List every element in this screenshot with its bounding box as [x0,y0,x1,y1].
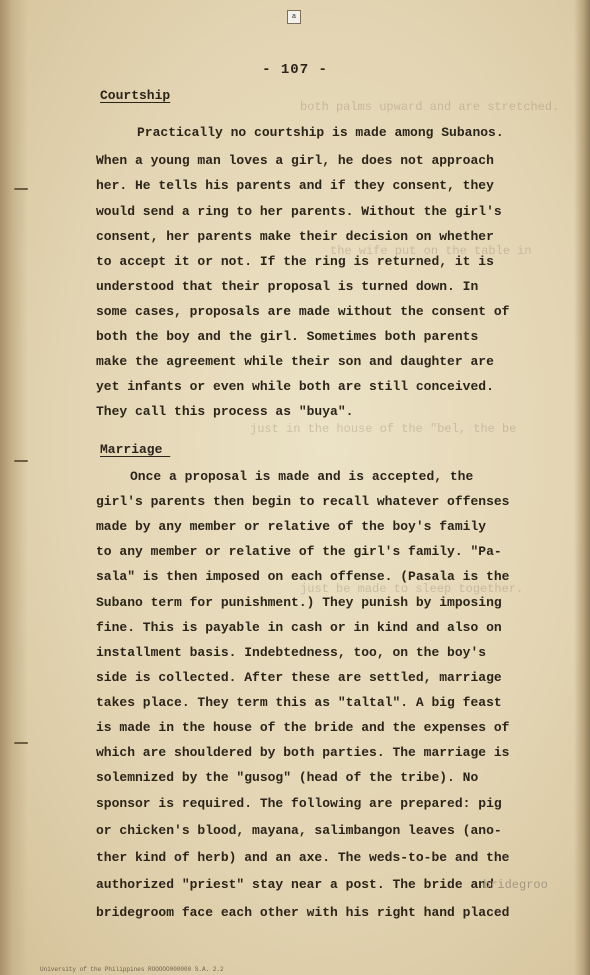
text-line: is made in the house of the bride and the expenses of [96,720,510,735]
section-heading-courtship: Courtship [100,88,171,103]
text-line: her. He tells his parents and if they consent, they [96,178,494,193]
overflow-typed-word: bridegroo [483,878,548,892]
text-line: installment basis. Indebtedness, too, on the boy's [96,645,487,660]
bleed-through-text: both palms upward and are stretched. [300,100,560,114]
text-line: side is collected. After these are settled, marriage [96,670,502,685]
text-line: fine. This is payable in cash or in kind and also on [96,620,502,635]
binding-mark [14,742,28,744]
text-line: both the boy and the girl. Sometimes both parents [96,329,479,344]
text-line: authorized "priest" stay near a post. The bride and [96,877,494,892]
text-line: or chicken's blood, mayana, salimbangon leaves (ano- [96,823,502,838]
page-edge [574,0,590,975]
text-line: ther kind of herb) and an axe. The weds-to-be and the [96,850,510,865]
binding-shadow [0,0,28,975]
text-line: takes place. They term this as "taltal". A big feast [96,695,502,710]
text-line: to accept it or not. If the ring is returned, it is [96,254,494,269]
binding-mark [14,460,28,462]
bleed-through-text: just in the house of the "bel, the be [250,422,517,436]
text-line: bridegroom face each other with his right hand placed [96,905,510,920]
text-line: sala" is then imposed on each offense. (Pasala is the [96,569,510,584]
text-line: to any member or relative of the girl's family. "Pa- [96,544,502,559]
text-line: yet infants or even while both are still conceived. [96,379,494,394]
text-line: sponsor is required. The following are prepared: pig [96,796,502,811]
binding-mark [14,188,28,190]
text-line: make the agreement while their son and daughter are [96,354,494,369]
text-line: some cases, proposals are made without the consent of [96,304,510,319]
archive-footer: University of the Philippines ROOOOO000000 S.A. 2.2 [40,966,224,973]
text-line: which are shouldered by both parties. The marriage is [96,745,510,760]
page-number: - 107 - [262,62,328,78]
text-line: made by any member or relative of the boy's family [96,519,487,534]
bleed-through-text: the wife put on the table in [330,244,532,258]
text-line: Subano term for punishment.) They punish by imposing [96,595,502,610]
text-line: solemnized by the "gusog" (head of the tribe). No [96,770,479,785]
section-heading-marriage: Marriage [100,442,171,457]
text-line: Practically no courtship is made among Subanos. [137,125,504,140]
text-line: Once a proposal is made and is accepted, the [130,469,474,484]
text-line: girl's parents then begin to recall whatever offenses [96,494,510,509]
archive-tag: a [287,10,301,24]
text-line: would send a ring to her parents. Without the girl's [96,204,502,219]
bleed-through-text: just be made to sleep together. [300,582,524,596]
text-line: understood that their proposal is turned down. In [96,279,479,294]
text-line: They call this process as "buya". [96,404,354,419]
text-line: consent, her parents make their decision on whether [96,229,494,244]
text-line: When a young man loves a girl, he does not approach [96,153,494,168]
